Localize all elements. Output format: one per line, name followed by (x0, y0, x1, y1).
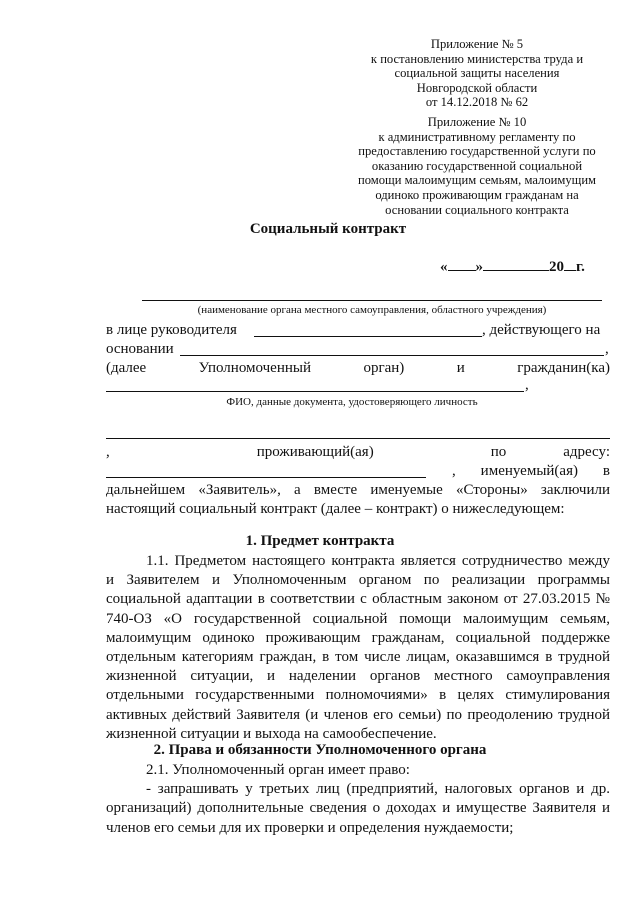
basis-line (180, 355, 604, 356)
appendix-10-line: Приложение № 10 (427, 115, 527, 129)
date-open-quote: « (440, 259, 448, 275)
address-line (106, 477, 426, 478)
acting-label: , действующего на (482, 322, 601, 338)
parties-paragraph (106, 481, 610, 519)
director-label: в лице руководителя (106, 322, 237, 338)
residence-comma: , (106, 444, 110, 460)
basis-label: основании (106, 341, 174, 357)
org-name-line (142, 300, 602, 301)
director-name-line (254, 336, 482, 337)
section-1-line: 1.1. Предметом настоящего контракта является сотрудничество между (146, 553, 610, 569)
date-year-suffix: г. (576, 259, 585, 275)
citizen-fio-line (106, 391, 524, 392)
section-2-line: членов его семьи для их проверки и определения нуждаемости; (106, 819, 514, 836)
parties-line: настоящий социальный контракт (далее – контракт) о нижеследующем: (106, 501, 565, 518)
appendix-10-line: оказанию государственной социальной (371, 158, 583, 173)
section-1-line: малоимущим одиноко проживающим гражданам, социальной поддержке (106, 629, 610, 646)
appendix-5-line: от 14.12.2018 № 62 (425, 95, 529, 110)
authorized-body-row (106, 359, 610, 378)
appendix-10-line: помощи малоимущим семьям, малоимущим (357, 173, 597, 188)
word-citizen: гражданин(ка) (517, 360, 610, 376)
date-year-prefix: 20 (549, 259, 564, 275)
citizen-details-line (106, 438, 610, 439)
section-1-line: и Заявителем и Уполномоченным органом по реализации программы (106, 572, 610, 589)
appendix-10-line: одиноко проживающим гражданам на (375, 187, 579, 202)
org-name-caption: (наименование органа местного самоуправления, областного учреждения) (197, 304, 547, 316)
word-in: в (602, 463, 610, 479)
word-at: по (490, 444, 507, 460)
word-address: адресу: (563, 444, 610, 460)
parties-line: дальнейшем «Заявитель», а вместе именуемые «Стороны» заключили (106, 482, 610, 498)
citizen-fio-comma: , (525, 377, 529, 393)
section-2-heading: 2. Права и обязанности Уполномоченного органа (153, 742, 487, 758)
word-named: именуемый(ая) (480, 463, 578, 479)
residence-row (106, 443, 610, 462)
date-year-blank (564, 256, 576, 271)
word-body: орган) (363, 360, 405, 376)
fio-caption: ФИО, данные документа, удостоверяющего личность (226, 396, 478, 408)
date-close-quote: » (475, 259, 483, 275)
section-1-body (106, 552, 610, 744)
date-day-blank (448, 256, 476, 271)
appendix-10-line: основании социального контракта (385, 202, 569, 217)
appendix-5-line: Приложение № 5 (430, 37, 524, 51)
word-and: и (456, 360, 465, 376)
appendix-5-line: социальной защиты населения (394, 66, 560, 81)
contract-date (440, 256, 612, 276)
appendix-5-line: к постановлению министерства труда и (370, 51, 584, 66)
date-month-blank (483, 256, 549, 271)
named-comma: , (452, 463, 456, 479)
appendix-5-block (352, 37, 602, 110)
word-residing: проживающий(ая) (256, 444, 374, 460)
section-1-line: активных действий Заявителя (и членов его семьи) по преодолению трудной (106, 706, 610, 723)
section-2-line: - запрашивать у третьих лиц (предприятий, налоговых органов и др. (146, 781, 610, 798)
section-2-body (106, 761, 610, 838)
word-authorized: Уполномоченный (198, 360, 311, 376)
section-1-line: жизненной ситуации, и наделении органов местного самоуправления (106, 668, 610, 685)
document-title: Социальный контракт (249, 221, 407, 237)
word-hereinafter: (далее (106, 360, 147, 376)
named-row (452, 462, 610, 481)
section-1-line: 740-ОЗ «О государственной социальной помощи малоимущим семьям, (106, 610, 610, 627)
section-1-heading: 1. Предмет контракта (245, 533, 395, 549)
basis-comma: , (605, 341, 609, 357)
section-2-line: организаций) дополнительные сведения о доходах и имуществе Заявителя и (106, 800, 610, 817)
section-1-line: отдельными государственными полномочиями» в целях стимулирования (106, 687, 610, 704)
appendix-10-line: предоставлению государственной услуги по (358, 144, 596, 159)
section-1-line: отдельным категориям граждан, в том числе лицам, оказавшимся в трудной (106, 649, 610, 666)
appendix-10-line: к административному регламенту по (378, 129, 576, 144)
section-1-line: жизненной ситуации и выхода на самообеспечение. (106, 725, 437, 742)
section-2-line: 2.1. Уполномоченный орган имеет право: (146, 762, 410, 778)
section-1-line: социальной адаптации в соответствии с областным законом от 27.03.2015 № (106, 591, 610, 608)
appendix-10-block (352, 115, 602, 217)
appendix-5-line: Новгородской области (416, 80, 538, 95)
